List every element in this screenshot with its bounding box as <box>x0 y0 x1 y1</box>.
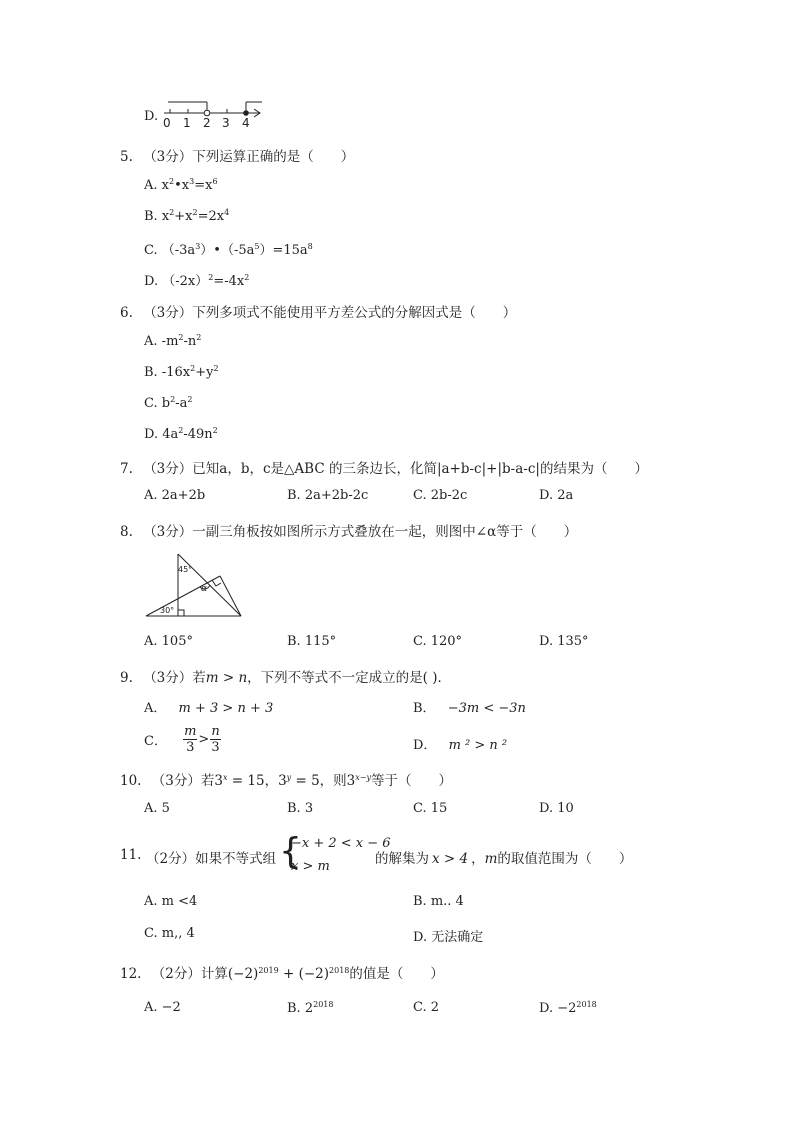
q8-option-a[interactable]: A. 105° <box>144 634 193 649</box>
exponent: 2 <box>170 395 176 404</box>
q8-option-c[interactable]: C. 120° <box>413 634 463 649</box>
question-11-stem-pre: （2分）如果不等式组 <box>146 851 277 867</box>
option-expr: −3m < −3n <box>447 701 526 716</box>
exponent: 2 <box>187 395 193 404</box>
numerator: m <box>184 724 197 739</box>
q5-option-d[interactable] <box>144 270 249 289</box>
exponent: 2 <box>178 426 184 435</box>
question-stem: （3分）已知a，b，c是△ABC 的三条边长，化简|a+b-c|+|b-a-c|的结果为（ ） <box>143 461 648 477</box>
option-expr: m ² > n ² <box>448 738 508 753</box>
q11-option-c[interactable]: C. m,, 4 <box>144 926 195 941</box>
exponent: 2 <box>196 333 202 342</box>
expr-part: （-3a <box>161 243 196 258</box>
question-number: 7. <box>120 461 133 477</box>
option-label: C. <box>144 243 158 258</box>
q5-option-c[interactable] <box>144 239 313 258</box>
question-stem: （3分）若 <box>151 773 215 789</box>
expr-part: •x <box>174 178 190 193</box>
q6-option-d[interactable] <box>144 426 218 442</box>
question-stem: （3分）一副三角板按如图所示方式叠放在一起，则图中∠α等于（ ） <box>143 524 578 540</box>
exponent: x−y <box>355 773 371 782</box>
expr-base: 3 <box>278 773 287 789</box>
exponent: 2018 <box>313 1000 334 1009</box>
tick-label: 4 <box>242 116 250 130</box>
expr-part: +y <box>195 365 214 380</box>
expr-base: (−2) <box>298 966 330 982</box>
q8-angle-30-label: 30° <box>160 606 175 615</box>
question-stem: （3分）若 <box>143 670 206 686</box>
expr-base: 2 <box>304 1001 314 1016</box>
separator: ， <box>471 851 485 867</box>
option-label: B. <box>144 209 158 224</box>
expr-part: =2x <box>197 209 225 224</box>
expr-part: ）•（-5a <box>200 243 255 258</box>
variable: m <box>484 851 498 867</box>
exponent: 2 <box>208 273 214 282</box>
exponent: x <box>222 773 228 782</box>
q10-option-d[interactable]: D. 10 <box>539 801 574 816</box>
question-stem: 的取值范围为（ ） <box>497 851 633 867</box>
option-label: A. <box>144 178 158 193</box>
option-label: A． <box>144 701 167 716</box>
expr-part: = 5 <box>291 773 320 789</box>
question-stem: 等于（ ） <box>371 773 452 789</box>
question-11-number: 11. <box>120 847 142 863</box>
expr-base: (−2) <box>227 966 259 982</box>
option-expr: m + 3 > n + 3 <box>178 701 274 716</box>
question-10 <box>120 769 452 789</box>
question-number: 12. <box>120 966 142 982</box>
exponent: 3 <box>195 242 201 251</box>
option-label: A. <box>144 334 158 349</box>
q5-option-a[interactable] <box>144 177 218 193</box>
q4-option-d-label: D. <box>144 109 159 124</box>
q9-option-b[interactable] <box>413 697 526 716</box>
q11-option-a[interactable]: A. m <4 <box>144 894 198 909</box>
fraction <box>183 724 197 755</box>
expr-base: −2 <box>557 1001 577 1016</box>
expr-part: -16x <box>161 365 191 380</box>
expr-base: 3 <box>214 773 223 789</box>
numerator: n <box>211 724 220 739</box>
question-stem: （3分）下列多项式不能使用平方差公式的分解因式是（ ） <box>143 305 517 321</box>
q10-option-c[interactable]: C. 15 <box>413 801 448 816</box>
q8-alpha-label: α <box>201 584 208 594</box>
exponent: 2 <box>212 426 218 435</box>
expr-part: -n <box>183 334 197 349</box>
q11-option-d[interactable]: D. 无法确定 <box>413 930 484 945</box>
question-stem: 的解集为 <box>375 851 429 867</box>
q8-option-b[interactable]: B. 115° <box>287 634 337 649</box>
exponent: 2 <box>169 208 175 217</box>
expr-part: x <box>161 209 170 224</box>
question-6 <box>120 301 516 321</box>
exponent: y <box>286 773 292 782</box>
expr-part: =x <box>194 178 213 193</box>
question-stem: （3分）下列运算正确的是（ ） <box>143 149 355 165</box>
exponent: 2 <box>190 364 196 373</box>
exponent: 5 <box>254 242 260 251</box>
q6-option-a[interactable] <box>144 333 201 349</box>
q11-system-row-2: x > m <box>291 859 330 874</box>
q9-option-d[interactable] <box>413 734 507 753</box>
question-12 <box>120 962 444 982</box>
fraction <box>210 724 220 755</box>
question-9 <box>120 666 451 686</box>
exponent: 2 <box>192 208 198 217</box>
tick-label: 2 <box>203 116 211 130</box>
q9-option-a[interactable] <box>144 697 273 716</box>
expr-base: 3 <box>346 773 356 789</box>
question-8 <box>120 520 577 540</box>
option-label: D. <box>144 427 159 442</box>
q4-number-line <box>160 98 270 132</box>
exponent: 2 <box>178 333 184 342</box>
exponent: 2018 <box>329 966 350 975</box>
option-label: D. <box>539 1001 558 1016</box>
denominator: 3 <box>211 740 220 755</box>
exponent: 2 <box>169 177 175 186</box>
expr-part: =-4x <box>213 274 245 289</box>
q10-option-b[interactable]: B. 3 <box>287 801 314 816</box>
question-number: 5. <box>120 149 133 165</box>
q7-option-b[interactable]: B. 2a+2b-2c <box>287 488 369 503</box>
exponent: 2018 <box>576 1000 597 1009</box>
plus-sign: + <box>278 966 299 982</box>
exponent: 2 <box>244 273 250 282</box>
exponent: 2 <box>213 364 219 373</box>
q12-option-d[interactable] <box>539 1000 597 1016</box>
option-label: D． <box>413 738 437 753</box>
option-label: B. <box>287 1001 305 1016</box>
option-label: B． <box>413 701 436 716</box>
q7-option-a[interactable]: A. 2a+2b <box>144 488 206 503</box>
q11-system-row-1: −x + 2 < x − 6 <box>291 836 391 851</box>
q12-option-a[interactable]: A. −2 <box>144 1000 181 1015</box>
tick-label: 1 <box>183 116 191 130</box>
q7-option-c[interactable]: C. 2b-2c <box>413 488 468 503</box>
expr-part: = 15 <box>227 773 265 789</box>
separator: ， <box>264 773 279 789</box>
expr-part: +x <box>174 209 193 224</box>
question-number: 6. <box>120 305 133 321</box>
question-7 <box>120 457 648 477</box>
question-number: 9. <box>120 670 133 686</box>
expr-part: （-2x） <box>162 274 209 289</box>
question-stem: ，下列不等式不一定成立的是( )． <box>247 670 451 686</box>
tick-label: 0 <box>163 116 171 130</box>
q8-option-d[interactable]: D. 135° <box>539 634 589 649</box>
q12-option-b[interactable] <box>287 1000 333 1016</box>
question-stem: （2分）计算 <box>151 966 228 982</box>
q11-option-b[interactable]: B. m.. 4 <box>413 894 464 909</box>
question-stem: ，则 <box>319 773 347 789</box>
q10-option-a[interactable]: A. 5 <box>144 801 170 816</box>
expr-part: x <box>161 178 170 193</box>
option-label: B. <box>144 365 158 380</box>
expr-part: b <box>161 396 171 411</box>
question-11-stem-post <box>375 847 632 867</box>
exponent: 8 <box>307 242 313 251</box>
expr-part: -a <box>175 396 188 411</box>
question-stem: 的值是（ ） <box>349 966 444 982</box>
denominator: 3 <box>186 740 195 755</box>
q6-option-b[interactable] <box>144 364 219 380</box>
q6-option-c[interactable] <box>144 395 192 411</box>
gt-sign: > <box>198 732 210 747</box>
question-number: 10. <box>120 773 142 789</box>
exponent: 6 <box>212 177 218 186</box>
expr-part: 4a <box>162 427 179 442</box>
expr-part: -49n <box>183 427 213 442</box>
q7-option-d[interactable]: D. 2a <box>539 488 574 503</box>
brace-icon: { <box>279 831 302 872</box>
expr-part: -m <box>161 334 179 349</box>
expr-part: ）=15a <box>259 243 308 258</box>
question-number: 8. <box>120 524 133 540</box>
q9-option-c[interactable] <box>144 724 222 755</box>
condition-expr: m > n <box>205 670 248 686</box>
option-label: C. <box>144 396 158 411</box>
option-label: D. <box>144 274 159 289</box>
question-5 <box>120 145 354 165</box>
q8-angle-45-label: 45° <box>178 565 193 574</box>
q12-option-c[interactable]: C. 2 <box>413 1000 440 1015</box>
option-label: C． <box>144 734 167 749</box>
tick-label: 3 <box>222 116 230 130</box>
condition-expr: x > 4 <box>432 851 469 867</box>
exponent: 4 <box>224 208 230 217</box>
q5-option-b[interactable] <box>144 208 229 224</box>
exponent: 2019 <box>258 966 279 975</box>
exponent: 3 <box>189 177 195 186</box>
